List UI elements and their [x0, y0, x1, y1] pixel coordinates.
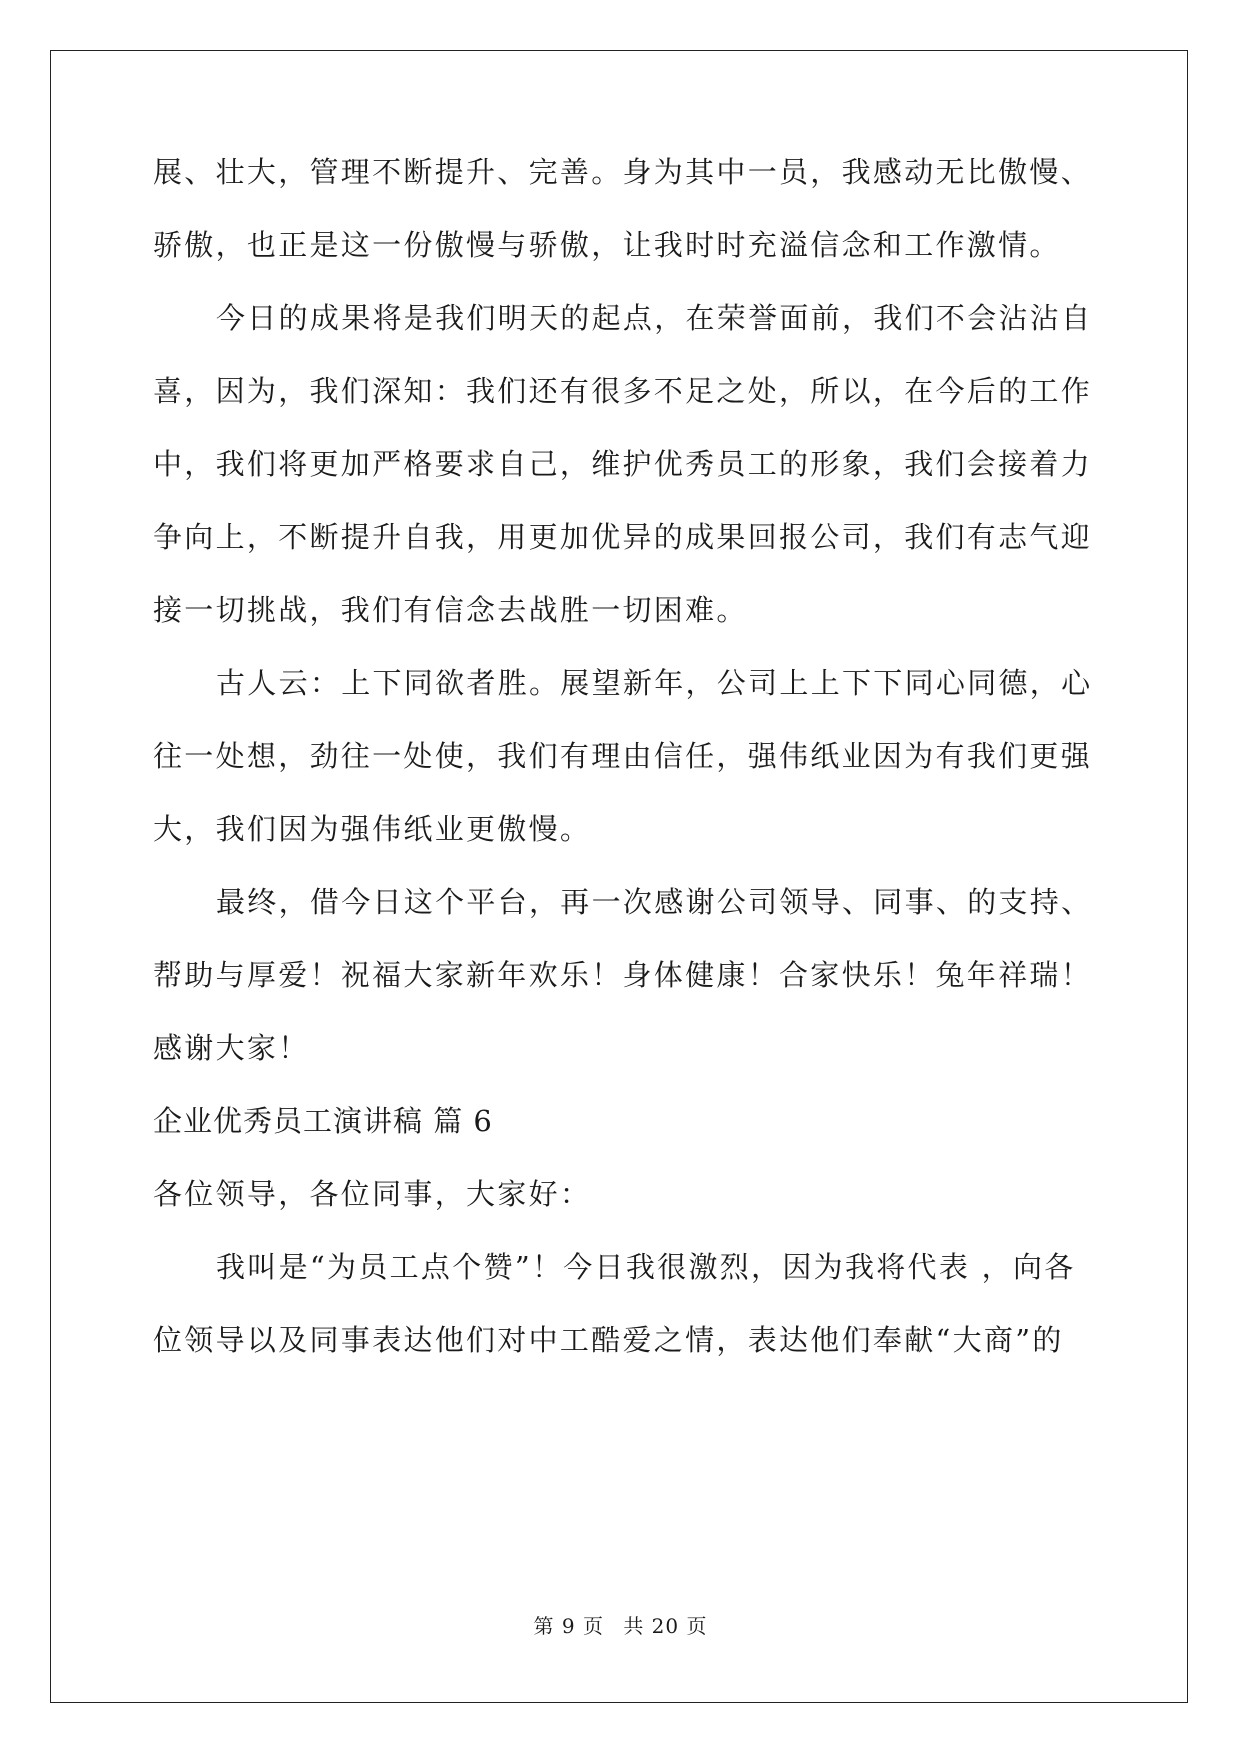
text-line: 骄傲，也正是这一份傲慢与骄傲，让我时时充溢信念和工作激情。: [153, 228, 1061, 262]
text-line: 往一处想，劲往一处使，我们有理由信任，强伟纸业因为有我们更强: [153, 739, 1093, 773]
current-page-number: 第 9 页: [533, 1614, 604, 1638]
paragraph-first-line: 古人云：上下同欲者胜。展望新年，公司上上下下同心同德，心: [216, 666, 1093, 700]
text-line: 帮助与厚爱！祝福大家新年欢乐！身体健康！合家快乐！兔年祥瑞！: [153, 958, 1093, 992]
text-line: 大，我们因为强伟纸业更傲慢。: [153, 812, 592, 846]
text-line: 接一切挑战，我们有信念去战胜一切困难。: [153, 593, 748, 627]
text-line: 争向上，不断提升自我，用更加优异的成果回报公司，我们有志气迎: [153, 520, 1093, 554]
page-footer: [0, 1610, 1241, 1639]
paragraph-first-line: 我叫是“为员工点个赞”！今日我很激烈，因为我将代表 ，向各: [216, 1250, 1076, 1284]
text-line: 感谢大家！: [153, 1031, 310, 1065]
paragraph-first-line: 今日的成果将是我们明天的起点，在荣誉面前，我们不会沾沾自: [216, 301, 1093, 335]
total-page-count: 共 20 页: [623, 1614, 708, 1638]
paragraph-first-line: 最终，借今日这个平台，再一次感谢公司领导、同事、的支持、: [216, 885, 1093, 919]
section-heading: 企业优秀员工演讲稿 篇 6: [153, 1104, 493, 1138]
text-line: 位领导以及同事表达他们对中工酷爱之情，表达他们奉献“大商”的: [153, 1323, 1064, 1357]
salutation: 各位领导，各位同事，大家好：: [153, 1177, 592, 1211]
text-line: 展、壮大，管理不断提升、完善。身为其中一员，我感动无比傲慢、: [153, 155, 1093, 189]
text-line: 喜，因为，我们深知：我们还有很多不足之处，所以，在今后的工作: [153, 374, 1093, 408]
text-line: 中，我们将更加严格要求自己，维护优秀员工的形象，我们会接着力: [153, 447, 1093, 481]
